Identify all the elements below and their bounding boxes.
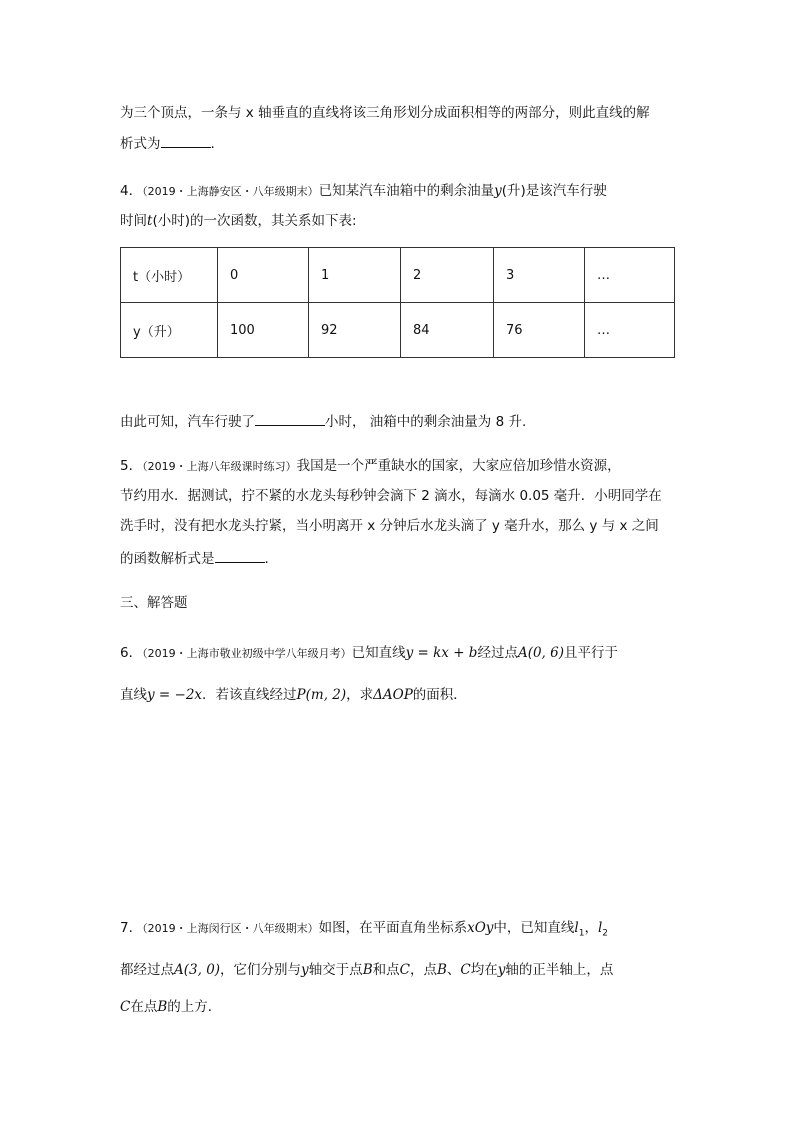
q5-answer-blank [215,548,265,563]
table-cell: y（升） [121,303,218,358]
q7-line1 [120,918,680,944]
section-heading: 三、解答题 [120,595,188,611]
q5-line3: 洗手时，没有把水龙头拧紧，当小明离开 x 分钟后水龙头滴了 y 毫升水，那么 y 与 x 之间 [120,518,659,534]
q6-text1: 已知直线 [351,645,406,661]
q4-after-text1: 由此可知，汽车行驶了 [120,414,255,430]
q5-line2: 节约用水．据测试，拧不紧的水龙头每秒钟会滴下 2 滴水，每滴水 0.05 毫升．小明同学在 [120,488,662,504]
q6-text3: 且平行于 [564,645,618,661]
q7-text9: 均在 [470,962,498,978]
q7-text10: 轴的正半轴上，点 [505,962,614,978]
q5-line1 [120,456,680,477]
q7-text5: 轴交于点 [308,962,363,978]
q7-text8: 、 [446,962,461,978]
q7-l2-sub: 2 [602,928,609,939]
q4-text3: 时间 [120,213,147,229]
q7-l2: l [597,920,603,936]
table-cell: 92 [309,303,401,358]
table-cell: … [585,303,675,358]
table-cell: … [585,248,675,303]
table-cell: 2 [401,248,494,303]
q4-number: 4． [120,183,143,199]
q6-text2: 经过点 [477,645,518,661]
q3-text: 析式为 [120,136,161,152]
q6-line1 [120,643,680,664]
table-cell: 84 [401,303,494,358]
q7-text4: ，它们分别与 [220,962,302,978]
q7-point-c-2: C [460,962,471,978]
table-cell: t（小时） [121,248,218,303]
q7-var-y: y [301,962,309,978]
q7-l1-sub: 1 [578,928,585,939]
table-cell: 3 [494,248,585,303]
q4-text4: (小时)的一次函数，其关系如下表: [152,213,357,229]
q4-var-y: y [494,183,502,199]
q7-text6: 和点 [372,962,400,978]
q6-text7: 的面积． [412,687,467,703]
q7-line2 [120,960,680,980]
q7-point-b-3: B [157,999,168,1015]
q7-source: （2019・上海闵行区・八年级期末） [142,922,319,935]
q4-answer-blank [255,411,325,426]
q7-text1: 如图，在平面直角坐标系 [318,920,468,936]
q7-number: 7． [120,920,143,936]
q7-comma: ， [584,920,598,936]
q7-text12: 的上方． [167,999,222,1015]
q7-point-b: B [362,962,373,978]
table-cell: 0 [218,248,309,303]
q4-line1 [120,181,680,202]
q3-line1: 为三个顶点，一条与 x 轴垂直的直线将该三角形划分成面积相等的两部分，则此直线的解 [120,105,650,121]
q5-text4: 的函数解析式是 [120,551,215,567]
table-cell: 76 [494,303,585,358]
q5-line4 [120,548,680,569]
q6-text5: ．若该直线经过 [202,687,297,703]
q6-point-a: A(0, 6) [517,645,564,661]
q6-source: （2019・上海市敬业初级中学八年级月考） [142,647,352,660]
table-cell: 1 [309,248,401,303]
q5-source: （2019・上海八年级课时练习） [142,460,297,473]
q7-point-b-2: B [436,962,447,978]
q3-answer-blank [161,133,211,148]
q7-text11: 在点 [130,999,158,1015]
q7-point-c-3: C [120,999,131,1015]
q7-var-y-2: y [497,962,506,978]
table-cell: 100 [218,303,309,358]
q7-text3: 都经过点 [120,962,174,978]
q6-text6: ，求 [346,687,374,703]
q7-text7: ，点 [409,962,437,978]
q3-period: . [210,136,215,152]
table-row [121,303,675,358]
q6-equation-2: y = −2x [147,687,203,703]
q7-xoy: xOy [467,920,494,936]
q4-source: （2019・上海静安区・八年级期末） [142,185,319,198]
q6-text4: 直线 [120,687,147,703]
q5-text1: 我国是一个严重缺水的国家，大家应倍加珍惜水资源， [296,458,621,474]
q6-triangle: ΔAOP [373,687,413,703]
q6-equation-1: y = kx + b [405,645,478,661]
table-row [121,248,675,303]
q4-after-text2: 小时， 油箱中的剩余油量为 8 升. [325,414,527,430]
q6-number: 6． [120,645,143,661]
q5-period: . [264,551,269,567]
q6-point-p: P(m, 2) [296,687,347,703]
q6-line2 [120,685,680,705]
q7-text2: 中，已知直线 [493,920,575,936]
q4-text2: (升)是该汽车行驶 [501,183,607,199]
q7-point-c: C [399,962,410,978]
q7-point-a: A(3, 0) [174,962,221,978]
q5-number: 5． [120,458,143,474]
q4-line2 [120,211,680,231]
q4-var-t: t [147,213,153,229]
q4-text1: 已知某汽车油箱中的剩余油量 [318,183,495,199]
q3-line2 [120,133,680,154]
q7-line3 [120,997,680,1017]
q4-table [120,247,675,358]
q7-l1: l [574,920,579,936]
q4-after [120,411,680,432]
